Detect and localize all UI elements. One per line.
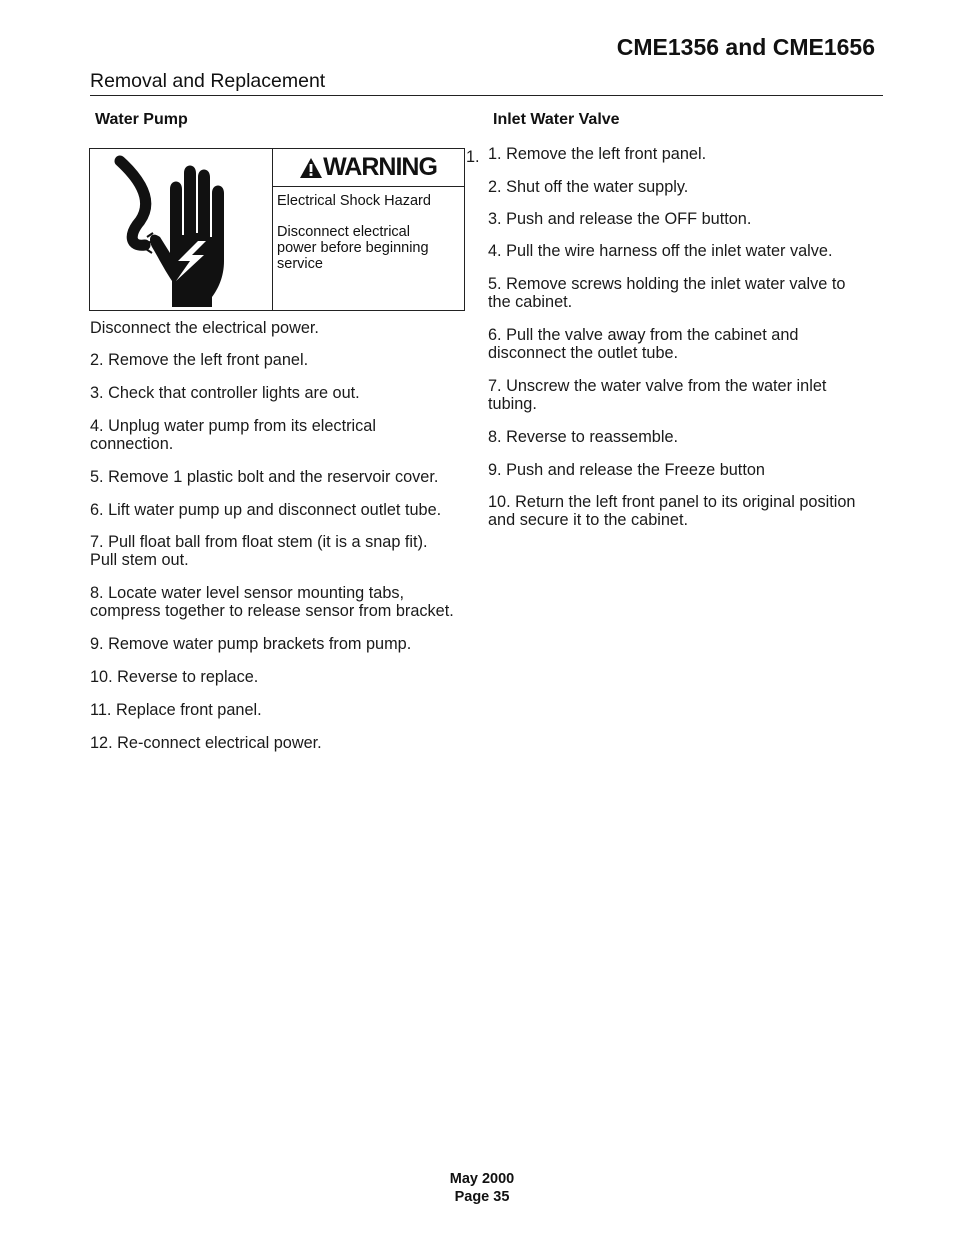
step-line: 4. Pull the wire harness off the inlet water valve. [488, 242, 833, 260]
step-line: 4. Unplug water pump from its electrical [90, 417, 376, 435]
inlet-water-valve-heading: Inlet Water Valve [493, 111, 620, 128]
water-pump-step [90, 468, 438, 486]
step-line: 7. Unscrew the water valve from the water inlet [488, 377, 827, 395]
step-line: 3. Push and release the OFF button. [488, 210, 752, 228]
step-line: compress together to release sensor from bracket. [90, 602, 454, 620]
inlet-valve-step [488, 275, 845, 311]
water-pump-step [90, 351, 308, 369]
water-pump-step [90, 701, 262, 719]
step-line: 5. Remove 1 plastic bolt and the reservoir cover. [90, 468, 439, 486]
water-pump-step [90, 533, 428, 569]
step-line: the cabinet. [488, 293, 573, 311]
step-line: 5. Remove screws holding the inlet water valve to [488, 275, 846, 293]
step-line: 2. Remove the left front panel. [90, 351, 309, 369]
footer-date: May 2000 [449, 1171, 515, 1187]
document-title: CME1356 and CME1656 [616, 34, 875, 60]
step-line: tubing. [488, 395, 537, 413]
water-pump-step [90, 734, 322, 752]
step-line: 12. Re-connect electrical power. [90, 734, 322, 752]
step-line: 9. Remove water pump brackets from pump. [90, 635, 412, 653]
step-line: connection. [90, 435, 174, 453]
warning-icon-cell [90, 149, 273, 310]
warning-triangle-icon [299, 157, 323, 179]
step-line: 7. Pull float ball from float stem (it is a snap fit). [90, 533, 428, 551]
inlet-valve-step [488, 377, 826, 413]
inlet-valve-step [488, 210, 751, 228]
water-pump-step [90, 417, 376, 453]
step-line: 8. Reverse to reassemble. [488, 428, 679, 446]
water-pump-step [90, 501, 441, 519]
warning-instruction-line: power before beginning [277, 240, 429, 256]
warning-label: WARNING [323, 153, 437, 181]
step-line: 8. Locate water level sensor mounting tabs, [90, 584, 405, 602]
step-line: 10. Reverse to replace. [90, 668, 259, 686]
step-line: 6. Lift water pump up and disconnect outlet tube. [90, 501, 442, 519]
footer-page-number: Page 35 [454, 1189, 510, 1205]
step-line: 11. Replace front panel. [90, 701, 262, 719]
electric-shock-hand-icon [90, 149, 272, 310]
warning-instruction-line: Disconnect electrical [277, 224, 410, 240]
step-line: 6. Pull the valve away from the cabinet and [488, 326, 799, 344]
step-line: disconnect the outlet tube. [488, 344, 679, 362]
water-pump-step [90, 668, 258, 686]
stray-list-number: 1. [466, 148, 480, 166]
header-rule [90, 95, 883, 96]
inlet-valve-step [488, 461, 765, 479]
inlet-valve-step [488, 242, 833, 260]
step-line: 1. Remove the left front panel. [488, 145, 707, 163]
step-line: 10. Return the left front panel to its original position [488, 493, 856, 511]
water-pump-step [90, 319, 319, 337]
warning-box [89, 148, 465, 311]
water-pump-heading: Water Pump [95, 111, 188, 128]
water-pump-step [90, 384, 360, 402]
step-line: 2. Shut off the water supply. [488, 178, 689, 196]
inlet-valve-step [488, 326, 798, 362]
warning-hazard-text: Electrical Shock Hazard [277, 193, 431, 209]
inlet-valve-step [488, 178, 688, 196]
warning-instruction [277, 224, 429, 272]
warning-header [272, 149, 464, 187]
inlet-valve-step [488, 493, 855, 529]
inlet-valve-step [488, 145, 706, 163]
warning-instruction-line: service [277, 256, 323, 272]
step-line: 3. Check that controller lights are out. [90, 384, 360, 402]
water-pump-step [90, 584, 454, 620]
water-pump-step [90, 635, 411, 653]
step-line: Pull stem out. [90, 551, 189, 569]
step-line: 9. Push and release the Freeze button [488, 461, 765, 479]
inlet-valve-step [488, 428, 678, 446]
step-line: Disconnect the electrical power. [90, 319, 319, 337]
step-line: and secure it to the cabinet. [488, 511, 689, 529]
section-title: Removal and Replacement [90, 70, 326, 92]
